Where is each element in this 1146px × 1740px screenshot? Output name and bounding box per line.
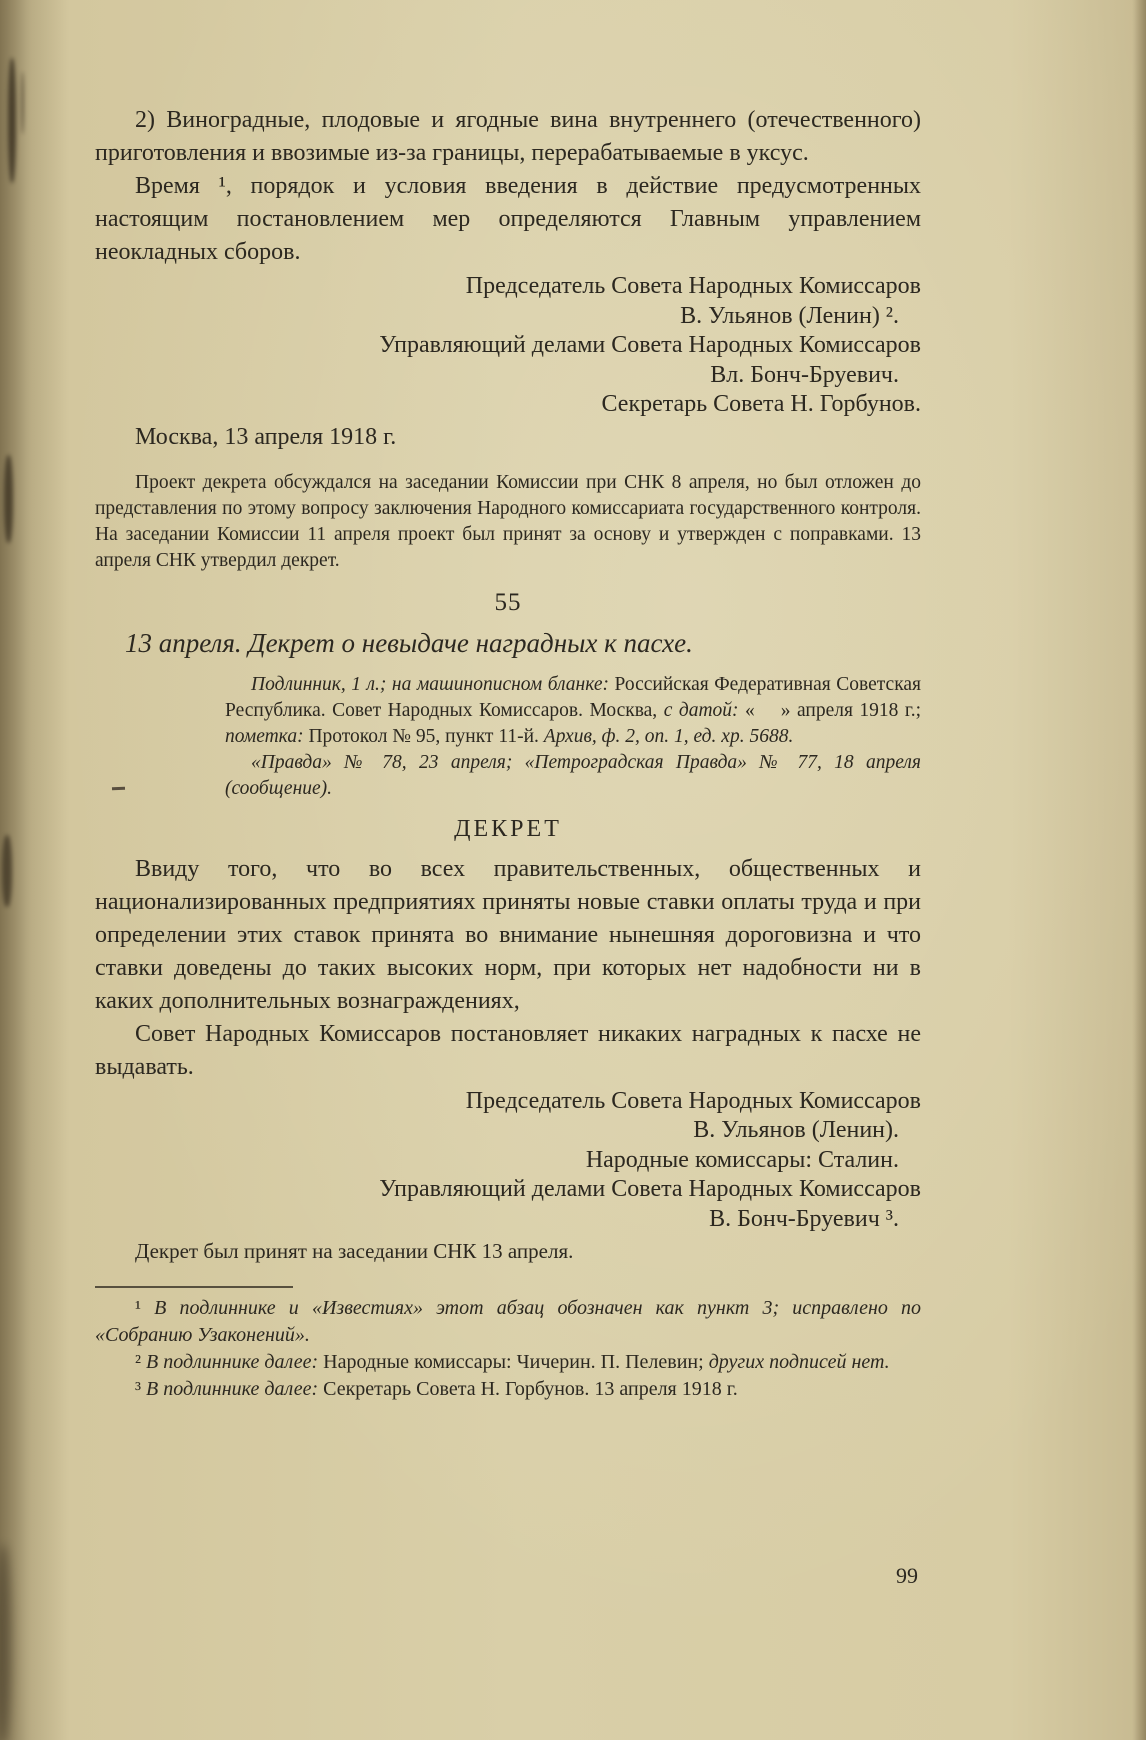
decree-54-end — [95, 104, 921, 574]
signature-title: Управляющий делами Совета Народных Комиссаров — [379, 1176, 921, 1202]
footnote-text: других подписей нет. — [708, 1351, 890, 1373]
signature-title: Управляющий делами Совета Народных Комиссаров — [379, 332, 921, 358]
source-note — [225, 672, 921, 802]
signature-name: В. Бонч-Бруевич ³. — [709, 1205, 899, 1232]
footnote-text: В подлиннике далее: — [146, 1378, 319, 1400]
source-segment: пометка: — [225, 725, 304, 747]
source-segment: Подлинник, 1 л.; на машинописном бланке: — [251, 673, 610, 695]
paragraph: Время ¹, порядок и условия введения в действие предусмотренных настоящим постановлением мер определяются Главным управлением неокладных сборов. — [95, 173, 921, 265]
footnote — [95, 1295, 921, 1349]
document-title: 13 апреля. Декрет о невыдаче наградных к пасхе. — [125, 627, 693, 658]
signature-block — [95, 1087, 921, 1235]
page-number: 99 — [896, 1563, 918, 1588]
source-segment: с датой: — [663, 699, 739, 721]
place-date: Москва, 13 апреля 1918 г. — [135, 423, 397, 450]
footnote-text: Секретарь Совета Н. Горбунов. 13 апреля 1918 г. — [323, 1378, 738, 1400]
paragraph: Ввиду того, что во всех правительственных, общественных и национализированных предприятиях приняты новые ставки оплаты труда и при определении этих ставок принята во внимание нынешняя дороговизна и что ставки доведены до таких высоких норм, при которых нет надобности ни в каких дополнительных вознаграждениях, — [95, 855, 921, 1014]
source-paragraph: «Правда» № 78, 23 апреля; «Петроградская Правда» № 77, 18 апреля (сообщение). — [225, 751, 921, 799]
binding-stain — [21, 72, 24, 134]
signature-name: В. Ульянов (Ленин) ². — [680, 302, 899, 329]
binding-stain — [0, 1545, 11, 1740]
binding-stain — [4, 455, 13, 543]
editorial-note: Проект декрета обсуждался на заседании Комиссии при СНК 8 апреля, но был отложен до представления по этому вопросу заключения Народного комиссариата государственного контроля. На заседании Комиссии 11 апреля проект был принят за основу и утвержден с поправками. 13 апреля СНК утвердил декрет. — [95, 471, 921, 571]
page-edge-shadow — [1132, 0, 1146, 1740]
signature-name: Вл. Бонч-Бруевич. — [710, 361, 899, 388]
document-number: 55 — [494, 588, 522, 616]
decree-55 — [95, 589, 921, 1267]
footnote-text: В подлиннике и «Известиях» этот абзац обозначен как пункт 3; исправлено по «Собранию Узаконений». — [95, 1297, 922, 1346]
decree-heading: ДЕКРЕТ — [454, 815, 562, 842]
signature-title: Председатель Совета Народных Комиссаров — [465, 1087, 921, 1114]
paragraph: 2) Виноградные, плодовые и ягодные вина внутреннего (отечественного) приготовления и ввозимые из-за границы, перерабатываемые в уксус. — [95, 107, 921, 166]
footnote — [95, 1376, 921, 1403]
source-segment: Протокол № 95, пункт 11-й. — [308, 725, 539, 747]
footnote — [95, 1349, 921, 1376]
source-paragraph — [225, 672, 921, 750]
signature-name: Народные комиссары: Сталин. — [585, 1146, 899, 1173]
editorial-note: Декрет был принят на заседании СНК 13 апреля. — [135, 1239, 574, 1263]
binding-stain — [8, 58, 16, 183]
footnote-marker: ² — [135, 1351, 141, 1373]
signature-block — [95, 272, 921, 420]
source-segment: Российская Федеративная Советская Республика. Совет Народных Комиссаров. Москва, — [225, 673, 922, 721]
page-content — [95, 104, 921, 1403]
footnote-marker: ³ — [135, 1378, 141, 1400]
footnote-separator — [95, 1286, 293, 1288]
footnotes — [95, 1295, 921, 1403]
footnote-marker: ¹ — [135, 1297, 141, 1319]
footnote-text: Народные комиссары: Чичерин. П. Пелевин; — [323, 1351, 704, 1373]
signature-name: В. Ульянов (Ленин). — [693, 1117, 899, 1143]
binding-stain — [2, 835, 12, 907]
paragraph: Совет Народных Комиссаров постановляет никаких наградных к пасхе не выдавать. — [95, 1020, 921, 1080]
signature-title: Секретарь Совета Н. Горбунов. — [601, 391, 921, 417]
source-segment: Архив, ф. 2, оп. 1, ед. хр. 5688. — [543, 725, 794, 747]
source-segment: « » апреля 1918 г.; — [745, 699, 922, 721]
footnote-text: В подлиннике далее: — [146, 1351, 319, 1373]
signature-title: Председатель Совета Народных Комиссаров — [465, 273, 921, 299]
